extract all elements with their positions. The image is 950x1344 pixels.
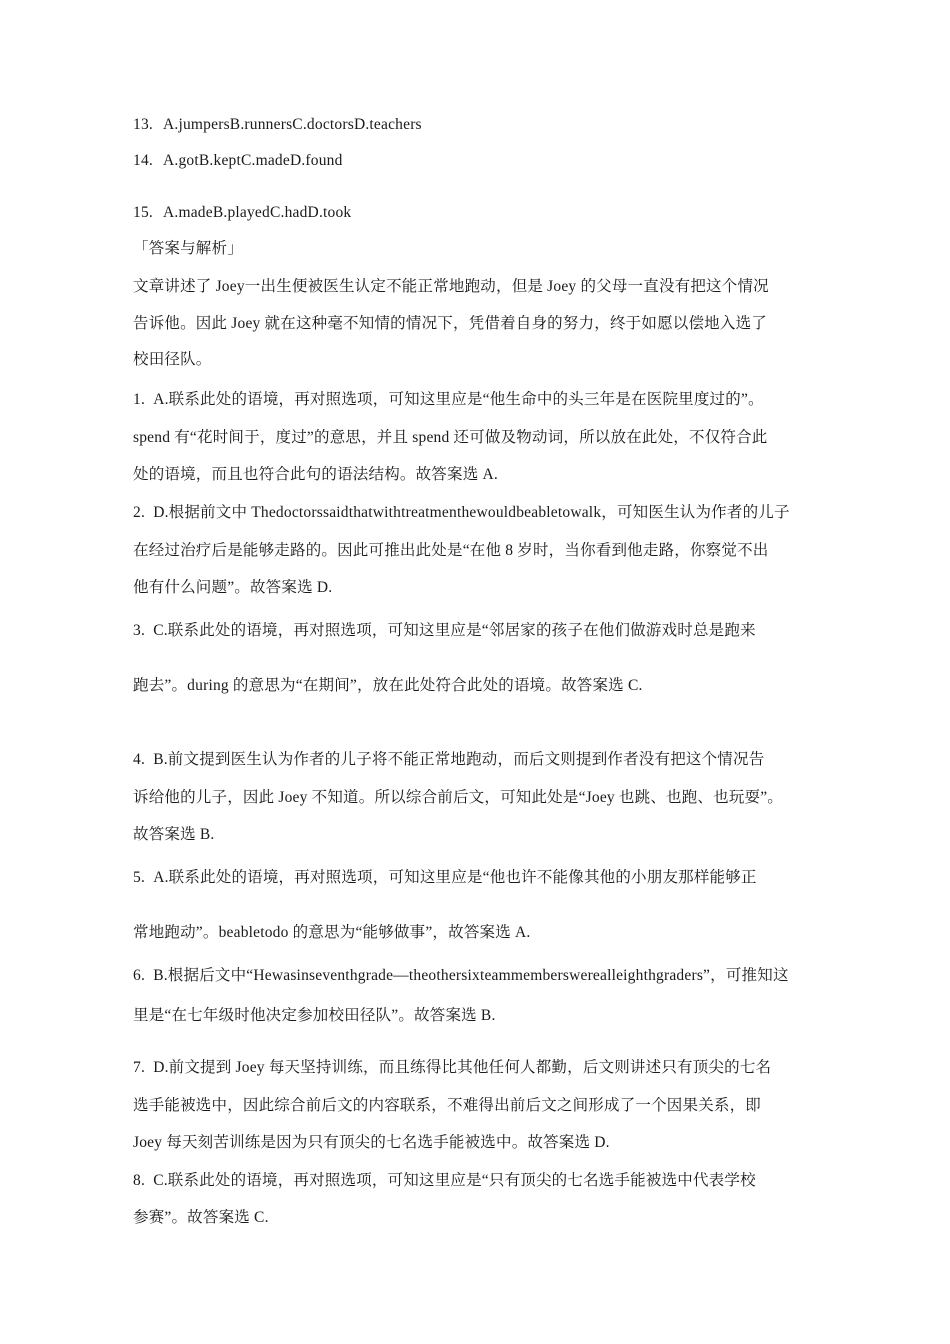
explanation-2 — [133, 503, 790, 523]
explanation-line: Joey 每天刻苦训练是因为只有顶尖的七名选手能被选中。故答案选 D. — [133, 1134, 610, 1151]
explanation-number: 3. — [133, 622, 146, 639]
option-choices: A.jumpersB.runnersC.doctorsD.teachers — [163, 116, 422, 133]
explanation-text: D.根据前文中 Thedoctorssaidthatwithtreatmenthewouldbeabletowalk，可知医生认为作者的儿子 — [153, 504, 790, 521]
explanation-1 — [133, 390, 764, 410]
option-15 — [133, 203, 351, 223]
explanation-line: 在经过治疗后是能够走路的。因此可推出此处是“在他 8 岁时，当你看到他走路，你察觉不出 — [133, 542, 769, 559]
explanation-3 — [133, 621, 756, 641]
explanation-number: 2. — [133, 504, 146, 521]
summary-line: 校田径队。 — [133, 351, 212, 368]
option-14 — [133, 151, 343, 171]
explanation-line: 诉给他的儿子，因此 Joey 不知道。所以综合前后文，可知此处是“Joey 也跳、也跑、也玩耍”。 — [133, 789, 784, 806]
question-number: 14. — [133, 152, 153, 169]
summary-line: 告诉他。因此 Joey 就在这种毫不知情的情况下，凭借着自身的努力，终于如愿以偿地入选了 — [133, 315, 767, 332]
summary-line: 文章讲述了 Joey一出生便被医生认定不能正常地跑动，但是 Joey 的父母一直没有把这个情况 — [133, 278, 769, 295]
explanation-4 — [133, 750, 764, 770]
explanation-number: 5. — [133, 869, 146, 886]
section-heading: 「答案与解析」 — [133, 240, 243, 257]
question-number: 13. — [133, 116, 153, 133]
explanation-number: 8. — [133, 1172, 146, 1189]
explanation-line: 处的语境，而且也符合此句的语法结构。故答案选 A. — [133, 466, 498, 483]
explanation-text: C.联系此处的语境，再对照选项，可知这里应是“只有顶尖的七名选手能被选中代表学校 — [153, 1172, 756, 1189]
explanation-number: 1. — [133, 391, 146, 408]
explanation-text: D.前文提到 Joey 每天坚持训练，而且练得比其他任何人都勤，后文则讲述只有顶尖的七名 — [153, 1059, 772, 1076]
explanation-number: 6. — [133, 967, 146, 984]
explanation-text: A.联系此处的语境，再对照选项，可知这里应是“他生命中的头三年是在医院里度过的”。 — [153, 391, 764, 408]
explanation-line: 他有什么问题”。故答案选 D. — [133, 579, 333, 596]
explanation-6 — [133, 966, 789, 986]
explanation-line: 故答案选 B. — [133, 826, 215, 843]
explanation-text: B.根据后文中“Hewasinseventhgrade—theothersixteammemberswerealleighthgraders”，可推知这 — [153, 967, 789, 984]
explanation-line: 选手能被选中，因此综合前后文的内容联系，不难得出前后文之间形成了一个因果关系，即 — [133, 1097, 762, 1114]
explanation-number: 7. — [133, 1059, 146, 1076]
explanation-text: B.前文提到医生认为作者的儿子将不能正常地跑动，而后文则提到作者没有把这个情况告 — [153, 751, 765, 768]
option-choices: A.gotB.keptC.madeD.found — [163, 152, 343, 169]
explanation-line: 里是“在七年级时他决定参加校田径队”。故答案选 B. — [133, 1007, 496, 1024]
option-choices: A.madeB.playedC.hadD.took — [163, 204, 352, 221]
option-13 — [133, 115, 422, 135]
explanation-line: 参赛”。故答案选 C. — [133, 1209, 269, 1226]
explanation-7 — [133, 1058, 771, 1078]
explanation-5 — [133, 868, 757, 888]
explanation-text: C.联系此处的语境，再对照选项，可知这里应是“邻居家的孩子在他们做游戏时总是跑来 — [153, 622, 756, 639]
explanation-line: 跑去”。during 的意思为“在期间”，放在此处符合此处的语境。故答案选 C. — [133, 677, 643, 694]
question-number: 15. — [133, 204, 153, 221]
explanation-number: 4. — [133, 751, 146, 768]
explanation-line: 常地跑动”。beabletodo 的意思为“能够做事”，故答案选 A. — [133, 924, 531, 941]
explanation-line: spend 有“花时间于，度过”的意思，并且 spend 还可做及物动词，所以放在此处，不仅符合此 — [133, 429, 768, 446]
explanation-text: A.联系此处的语境，再对照选项，可知这里应是“他也许不能像其他的小朋友那样能够正 — [153, 869, 757, 886]
explanation-8 — [133, 1171, 756, 1191]
